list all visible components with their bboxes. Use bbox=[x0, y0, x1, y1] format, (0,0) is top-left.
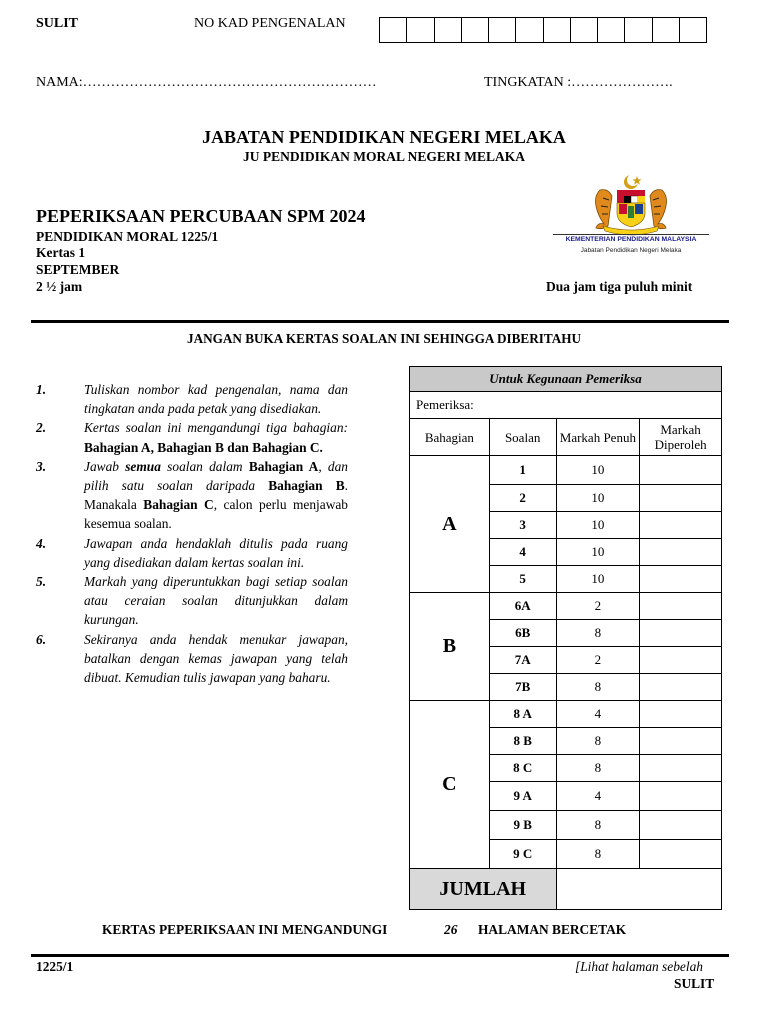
marks-obtained-cell[interactable] bbox=[640, 728, 722, 755]
ic-digit-box[interactable] bbox=[598, 18, 625, 42]
instruction-text-part: Kertas soalan ini mengandungi tiga bahagian: bbox=[84, 420, 348, 436]
footer-divider bbox=[31, 954, 729, 957]
sulit-label: SULIT bbox=[36, 16, 79, 31]
ic-digit-box[interactable] bbox=[435, 18, 462, 42]
question-number: 4 bbox=[489, 539, 556, 566]
full-marks: 10 bbox=[556, 485, 640, 512]
subject-code: PENDIDIKAN MORAL 1225/1 bbox=[36, 229, 219, 244]
instruction-text-part: Bahagian A bbox=[248, 458, 319, 474]
exam-name: PEPERIKSAAN PERCUBAAN SPM 2024 bbox=[36, 206, 366, 226]
instruction-number: 6. bbox=[36, 631, 47, 647]
section-label: C bbox=[410, 701, 490, 869]
instruction-text bbox=[84, 457, 348, 534]
instruction-text bbox=[84, 418, 348, 456]
table-row bbox=[410, 456, 722, 485]
department-title: JABATAN PENDIDIKAN NEGERI MELAKA bbox=[202, 127, 566, 147]
page-count-prefix: KERTAS PEPERIKSAAN INI MENGANDUNGI bbox=[102, 922, 388, 937]
exam-month: SEPTEMBER bbox=[36, 262, 120, 277]
full-marks: 10 bbox=[556, 539, 640, 566]
full-marks: 8 bbox=[556, 755, 640, 782]
full-marks: 10 bbox=[556, 512, 640, 539]
marks-obtained-cell[interactable] bbox=[640, 512, 722, 539]
instruction-text bbox=[84, 630, 348, 688]
header-full-marks: Markah Penuh bbox=[556, 419, 640, 456]
paper-number: Kertas 1 bbox=[36, 245, 86, 260]
question-number: 6B bbox=[489, 620, 556, 647]
ic-digit-box[interactable] bbox=[407, 18, 434, 42]
paper-code: 1225/1 bbox=[36, 959, 74, 974]
question-number: 6A bbox=[489, 593, 556, 620]
full-marks: 4 bbox=[556, 782, 640, 811]
marks-obtained-cell[interactable] bbox=[640, 755, 722, 782]
instruction-text-part: . Manakala bbox=[84, 478, 348, 513]
question-number: 8 C bbox=[489, 755, 556, 782]
total-marks-cell[interactable] bbox=[556, 869, 721, 910]
full-marks: 4 bbox=[556, 701, 640, 728]
examiner-name-field[interactable]: Pemeriksa: bbox=[410, 392, 722, 419]
instruction-text-part: Bahagian A, Bahagian B dan Bahagian C. bbox=[84, 439, 323, 455]
marks-obtained-cell[interactable] bbox=[640, 647, 722, 674]
header-section: Bahagian bbox=[410, 419, 490, 456]
question-number: 3 bbox=[489, 512, 556, 539]
full-marks: 8 bbox=[556, 728, 640, 755]
question-number: 9 A bbox=[489, 782, 556, 811]
total-row bbox=[410, 869, 722, 910]
question-number: 7A bbox=[489, 647, 556, 674]
instruction-number: 3. bbox=[36, 458, 47, 474]
examiner-table-title: Untuk Kegunaan Pemeriksa bbox=[410, 367, 722, 392]
instruction-text-part: Bahagian B bbox=[268, 478, 345, 494]
instruction-text-part: Jawapan anda hendaklah ditulis pada ruang yang disediakan dalam kertas soalan ini. bbox=[84, 535, 348, 570]
warning-notice: JANGAN BUKA KERTAS SOALAN INI SEHINGGA DIBERITAHU bbox=[186, 331, 581, 346]
question-number: 9 C bbox=[489, 840, 556, 869]
instruction-text-part: Tuliskan nombor kad pengenalan, nama dan tingkatan anda pada petak yang disediakan. bbox=[84, 382, 348, 417]
full-marks: 8 bbox=[556, 674, 640, 701]
ministry-logo bbox=[553, 170, 709, 260]
ic-number-boxes[interactable] bbox=[379, 17, 707, 43]
total-label: JUMLAH bbox=[410, 869, 557, 910]
question-number: 7B bbox=[489, 674, 556, 701]
instruction-text-part: Sekiranya anda hendak menukar jawapan, batalkan dengan kemas jawapan yang telah dibuat. Kemudian tulis jawapan yang baharu. bbox=[84, 631, 348, 686]
instruction-item bbox=[36, 457, 348, 534]
instruction-text-part: , dan pilih satu soalan daripada bbox=[84, 458, 348, 494]
marks-obtained-cell[interactable] bbox=[640, 539, 722, 566]
marks-obtained-cell[interactable] bbox=[640, 620, 722, 647]
full-marks: 2 bbox=[556, 593, 640, 620]
instruction-text-part: , calon perlu menjawab kesemua soalan. bbox=[84, 497, 349, 532]
duration: 2 ½ jam bbox=[36, 279, 83, 294]
marks-obtained-cell[interactable] bbox=[640, 566, 722, 593]
question-number: 8 B bbox=[489, 728, 556, 755]
question-number: 2 bbox=[489, 485, 556, 512]
marks-obtained-cell[interactable] bbox=[640, 811, 722, 840]
instruction-number: 4. bbox=[36, 535, 47, 551]
ic-digit-box[interactable] bbox=[544, 18, 571, 42]
divider bbox=[31, 320, 729, 323]
next-page-note: [Lihat halaman sebelah bbox=[575, 959, 703, 974]
instruction-number: 1. bbox=[36, 382, 47, 397]
header-question: Soalan bbox=[489, 419, 556, 456]
ic-digit-box[interactable] bbox=[380, 18, 407, 42]
marks-obtained-cell[interactable] bbox=[640, 701, 722, 728]
marks-obtained-cell[interactable] bbox=[640, 674, 722, 701]
instruction-item bbox=[36, 380, 348, 418]
page-count-suffix: HALAMAN BERCETAK bbox=[478, 922, 627, 937]
instruction-text bbox=[84, 534, 348, 572]
instruction-text-part: Bahagian C bbox=[143, 497, 214, 513]
ic-digit-box[interactable] bbox=[625, 18, 652, 42]
section-label: B bbox=[410, 593, 490, 701]
ic-digit-box[interactable] bbox=[653, 18, 680, 42]
full-marks: 8 bbox=[556, 840, 640, 869]
instruction-number: 2. bbox=[36, 420, 47, 436]
instruction-text bbox=[84, 380, 348, 418]
full-marks: 10 bbox=[556, 566, 640, 593]
marks-obtained-cell[interactable] bbox=[640, 485, 722, 512]
question-number: 9 B bbox=[489, 811, 556, 840]
duration-words: Dua jam tiga puluh minit bbox=[546, 279, 693, 294]
question-number: 5 bbox=[489, 566, 556, 593]
instructions-list bbox=[36, 380, 348, 687]
ic-digit-box[interactable] bbox=[680, 18, 706, 42]
unit-subtitle: JU PENDIDIKAN MORAL NEGERI MELAKA bbox=[242, 149, 526, 164]
full-marks: 10 bbox=[556, 456, 640, 485]
ministry-name: KEMENTERIAN PENDIDIKAN MALAYSIA bbox=[565, 236, 697, 243]
table-row bbox=[410, 593, 722, 620]
instruction-item bbox=[36, 418, 348, 456]
instruction-item bbox=[36, 572, 348, 630]
instruction-item bbox=[36, 534, 348, 572]
instruction-text-part: semua bbox=[125, 458, 161, 474]
form-field[interactable]: TINGKATAN :…………………. bbox=[484, 75, 673, 90]
department-name: Jabatan Pendidikan Negeri Melaka bbox=[580, 247, 682, 254]
instruction-item bbox=[36, 630, 348, 688]
examiner-table bbox=[409, 366, 722, 910]
page-count: 26 bbox=[444, 922, 458, 937]
instruction-text-part: Jawab bbox=[84, 458, 126, 474]
marks-obtained-cell[interactable] bbox=[640, 782, 722, 811]
ic-digit-box[interactable] bbox=[489, 18, 516, 42]
instruction-text-part: Markah yang diperuntukkan bagi setiap soalan atau ceraian soalan ditunjukkan dalam kurungan. bbox=[84, 574, 348, 628]
sulit-footer: SULIT bbox=[674, 976, 715, 991]
full-marks: 8 bbox=[556, 620, 640, 647]
name-field[interactable]: NAMA:……………………………………………………… bbox=[36, 75, 377, 90]
ic-label: NO KAD PENGENALAN bbox=[194, 16, 346, 31]
marks-obtained-cell[interactable] bbox=[640, 593, 722, 620]
full-marks: 2 bbox=[556, 647, 640, 674]
marks-obtained-cell[interactable] bbox=[640, 840, 722, 869]
full-marks: 8 bbox=[556, 811, 640, 840]
ic-digit-box[interactable] bbox=[516, 18, 543, 42]
instruction-text bbox=[84, 572, 348, 630]
ic-digit-box[interactable] bbox=[571, 18, 598, 42]
ic-digit-box[interactable] bbox=[462, 18, 489, 42]
instruction-number: 5. bbox=[36, 574, 47, 590]
header-marks-obtained: Markah Diperoleh bbox=[640, 419, 722, 456]
instruction-text-part: soalan dalam bbox=[160, 458, 249, 474]
question-number: 8 A bbox=[489, 701, 556, 728]
table-row bbox=[410, 701, 722, 728]
marks-obtained-cell[interactable] bbox=[640, 456, 722, 485]
section-label: A bbox=[410, 456, 490, 593]
question-number: 1 bbox=[489, 456, 556, 485]
